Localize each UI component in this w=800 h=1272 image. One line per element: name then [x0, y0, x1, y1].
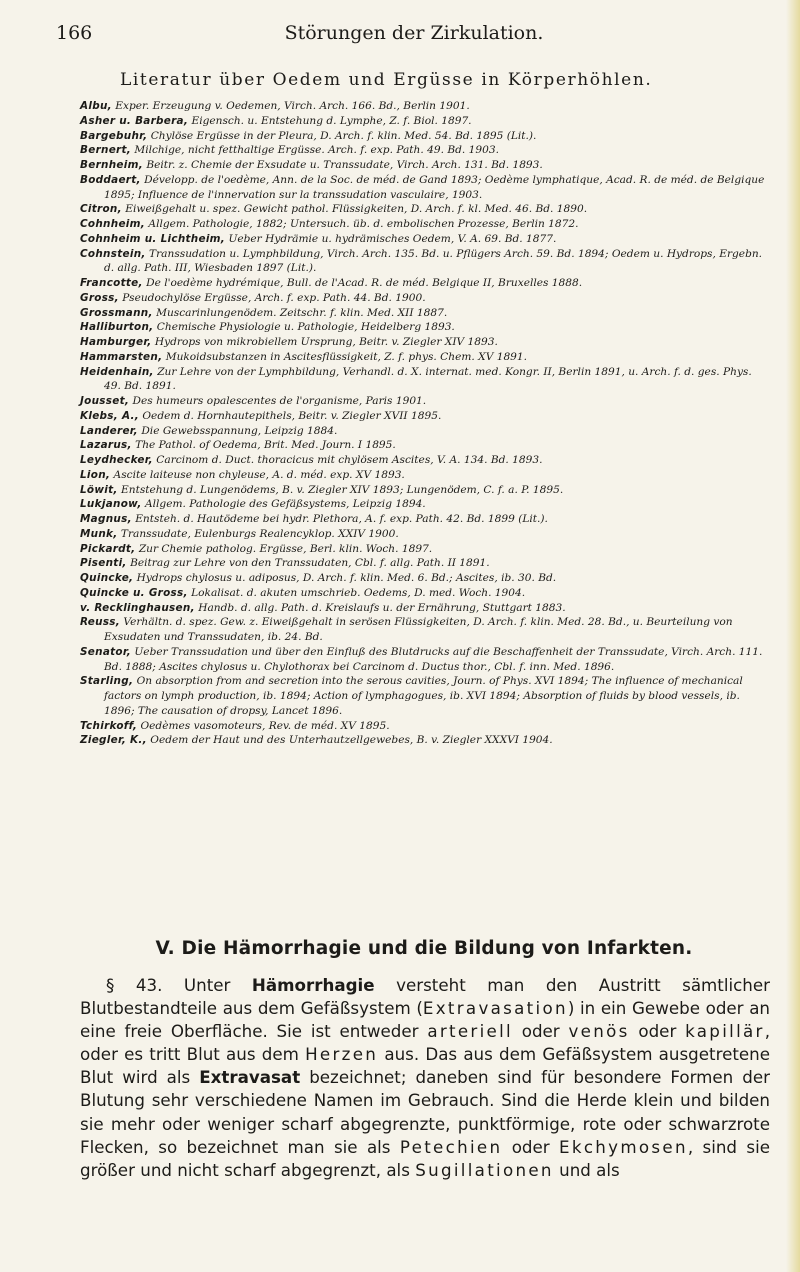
- reference-text: Transsudate, Eulenburgs Realencyklop. XXIV 1900.: [120, 527, 399, 540]
- reference-item: [80, 645, 768, 675]
- reference-text: Ueber Hydrämie u. hydrämisches Oedem, V. A. 69. Bd. 1877.: [228, 232, 557, 245]
- reference-item: [80, 409, 768, 424]
- para-text: , sind sie größer und nicht scharf abgegrenzt, als: [80, 1136, 770, 1180]
- reference-author: v. Recklinghausen,: [80, 601, 195, 614]
- reference-author: Munk,: [80, 527, 118, 540]
- reference-item: [80, 556, 768, 571]
- reference-item: [80, 542, 768, 557]
- reference-item: [80, 512, 768, 527]
- reference-author: Cohnheim u. Lichtheim,: [80, 232, 226, 245]
- reference-text: Entstehung d. Lungenödems, B. v. Ziegler XIV 1893; Lungenödem, C. f. a. P. 1895.: [121, 483, 564, 496]
- reference-item: [80, 497, 768, 512]
- reference-text: Carcinom d. Duct. thoracicus mit chylösem Ascites, V. A. 134. Bd. 1893.: [156, 454, 543, 466]
- reference-author: Heidenhain,: [80, 365, 154, 378]
- reference-item: [80, 99, 768, 114]
- reference-item: [80, 306, 768, 321]
- term-haemorrhagie: Hämorrhagie: [251, 975, 375, 995]
- reference-author: Lukjanow,: [80, 498, 142, 511]
- reference-author: Ziegler, K.,: [80, 734, 147, 747]
- reference-text: Des humeurs opalescentes de l'organisme, Paris 1901.: [132, 395, 427, 407]
- reference-author: Hamburger,: [80, 336, 152, 348]
- reference-text: Ascite laiteuse non chyleuse, A. d. méd. exp. XV 1893.: [113, 468, 405, 481]
- reference-text: Développ. de l'oedème, Ann. de la Soc. de méd. de Gand 1893; Oedème lymphatique, Acad. R. de méd. de Belgique 1895; Influence de l'innervation sur la transsudation vasculaire, 1903.: [104, 173, 765, 201]
- reference-text: Verhältn. d. spez. Gew. z. Eiweißgehalt in serösen Flüssigkeiten, D. Arch. f. klin. Med. 28. Bd., u. Beurteilung von Exsudaten und Transsudaten, ib. 24. Bd.: [104, 616, 733, 643]
- reference-item: [80, 601, 768, 616]
- reference-item: [80, 217, 768, 232]
- page-number: 166: [56, 22, 93, 44]
- term-venoes: venös: [568, 1021, 630, 1042]
- para-text: oder: [629, 1021, 686, 1042]
- page-edge-shadow: [786, 0, 800, 1272]
- reference-author: Quincke u. Gross,: [80, 586, 188, 599]
- reference-text: Oedem der Haut und des Unterhautzellgewebes, B. v. Ziegler XXXVI 1904.: [150, 734, 553, 747]
- para-text: oder: [502, 1136, 560, 1157]
- section-heading: V. Die Hämorrhagie und die Bildung von Infarkten.: [155, 938, 693, 959]
- reference-author: Magnus,: [80, 513, 132, 525]
- reference-author: Pisenti,: [80, 557, 127, 570]
- reference-author: Klebs, A.,: [80, 409, 139, 422]
- reference-text: Chylöse Ergüsse in der Pleura, D. Arch. f. klin. Med. 54. Bd. 1895 (Lit.).: [150, 129, 537, 142]
- para-text: § 43. Unter: [106, 975, 252, 995]
- reference-author: Starling,: [80, 675, 134, 688]
- para-text: oder: [512, 1021, 569, 1042]
- reference-text: Allgem. Pathologie des Gefäßsystems, Leipzig 1894.: [145, 498, 426, 511]
- reference-item: [80, 674, 768, 718]
- reference-item: [80, 129, 768, 144]
- reference-text: Mukoidsubstanzen in Ascitesflüssigkeit, Z. f. phys. Chem. XV 1891.: [165, 350, 528, 363]
- reference-author: Hammarsten,: [80, 350, 163, 363]
- reference-author: Francotte,: [80, 277, 143, 289]
- term-petechien: Petechien: [399, 1136, 503, 1157]
- reference-item: [80, 320, 768, 335]
- term-arteriell: arteriell: [427, 1021, 513, 1042]
- reference-item: [80, 173, 768, 203]
- reference-author: Grossmann,: [80, 306, 153, 319]
- term-kapillaer: kapillär: [685, 1021, 765, 1042]
- para-text: ) in ein Gewebe oder an eine freie Oberfläche. Sie ist entweder: [80, 998, 770, 1042]
- para-text: und als: [553, 1159, 620, 1180]
- reference-item: [80, 143, 768, 158]
- reference-text: Exper. Erzeugung v. Oedemen, Virch. Arch. 166. Bd., Berlin 1901.: [115, 100, 470, 112]
- reference-text: Chemische Physiologie u. Pathologie, Heidelberg 1893.: [156, 321, 455, 334]
- reference-item: [80, 202, 768, 217]
- reference-text: Entsteh. d. Hautödeme bei hydr. Plethora, A. f. exp. Path. 42. Bd. 1899 (Lit.).: [135, 513, 548, 525]
- reference-text: Zur Lehre von der Lymphbildung, Verhandl. d. X. internat. med. Kongr. II, Berlin 1891, u. Arch. f. d. ges. Phys. 49. Bd. 1891.: [104, 365, 752, 393]
- reference-text: Muscarinlungenödem. Zeitschr. f. klin. Med. XII 1887.: [156, 306, 448, 319]
- reference-text: The Pathol. of Oedema, Brit. Med. Journ. I 1895.: [135, 439, 396, 452]
- reference-text: Hydrops von mikrobiellem Ursprung, Beitr. v. Ziegler XIV 1893.: [154, 336, 498, 348]
- reference-author: Löwit,: [80, 483, 118, 496]
- reference-item: [80, 527, 768, 542]
- reference-item: [80, 114, 768, 129]
- reference-item: [80, 158, 768, 173]
- reference-author: Landerer,: [80, 424, 138, 437]
- reference-text: Eiweißgehalt u. spez. Gewicht pathol. Flüssigkeiten, D. Arch. f. kl. Med. 46. Bd. 1890.: [125, 203, 588, 216]
- reference-item: [80, 453, 768, 468]
- reference-author: Bernert,: [80, 144, 131, 157]
- reference-text: Pseudochylöse Ergüsse, Arch. f. exp. Path. 44. Bd. 1900.: [122, 291, 426, 304]
- reference-text: Zur Chemie patholog. Ergüsse, Berl. klin. Woch. 1897.: [138, 542, 433, 555]
- reference-text: Handb. d. allg. Path. d. Kreislaufs u. der Ernährung, Stuttgart 1883.: [198, 601, 566, 614]
- reference-item: [80, 276, 768, 291]
- reference-author: Senator,: [80, 645, 131, 658]
- reference-item: [80, 424, 768, 439]
- reference-item: [80, 438, 768, 453]
- reference-item: [80, 350, 768, 365]
- reference-item: [80, 571, 768, 586]
- reference-text: Ueber Transsudation und über den Einfluß des Blutdrucks auf die Beschaffenheit der Transsudate, Virch. Arch. 111. Bd. 1888; Ascites chylosus u. Chylothorax bei Carcinom d. Ductus thor., Cbl. f. inn. Med. 1896.: [104, 645, 763, 673]
- reference-text: Allgem. Pathologie, 1882; Untersuch. üb. d. embolischen Prozesse, Berlin 1872.: [148, 218, 579, 230]
- reference-author: Jousset,: [80, 395, 130, 407]
- reference-author: Reuss,: [80, 616, 121, 629]
- running-title: Störungen der Zirkulation.: [284, 22, 544, 44]
- reference-author: Asher u. Barbera,: [80, 114, 189, 127]
- reference-author: Citron,: [80, 203, 122, 216]
- reference-author: Cohnheim,: [80, 218, 146, 230]
- reference-text: Oedèmes vasomoteurs, Rev. de méd. XV 1895.: [140, 719, 390, 732]
- reference-text: Milchige, nicht fetthaltige Ergüsse. Arch. f. exp. Path. 49. Bd. 1903.: [134, 144, 499, 157]
- reference-text: Beitr. z. Chemie der Exsudate u. Transsudate, Virch. Arch. 131. Bd. 1893.: [146, 159, 543, 171]
- term-sugillationen: Sugillationen: [415, 1159, 554, 1180]
- reference-author: Gross,: [80, 291, 119, 304]
- reference-text: Lokalisat. d. akuten umschrieb. Oedems, D. med. Woch. 1904.: [191, 586, 526, 599]
- reference-item: [80, 586, 768, 601]
- reference-text: Beitrag zur Lehre von den Transsudaten, Cbl. f. allg. Path. II 1891.: [130, 557, 490, 570]
- reference-item: [80, 365, 768, 395]
- reference-item: [80, 394, 768, 409]
- reference-text: On absorption from and secretion into the serous cavities, Journ. of Phys. XVI 1894; The influence of mechanical factors on lymph production, ib. 1894; Action of lymphagogues, ib. XVI 1894; Absorption of fluids by blood vessels, ib. 1896; The causation of dropsy, Lancet 1896.: [104, 675, 743, 717]
- reference-item: [80, 733, 768, 748]
- page-header: [56, 22, 772, 48]
- reference-author: Boddaert,: [80, 173, 141, 186]
- para-text: , oder es tritt Blut aus dem: [80, 1021, 771, 1065]
- reference-text: Transsudation u. Lymphbildung, Virch. Arch. 135. Bd. u. Pflügers Arch. 59. Bd. 1894; Oedem u. Hydrops, Ergebn. d. allg. Path. III, Wiesbaden 1897 (Lit.).: [104, 247, 763, 275]
- reference-item: [80, 335, 768, 350]
- reference-text: Oedem d. Hornhautepithels, Beitr. v. Ziegler XVII 1895.: [142, 409, 442, 422]
- reference-text: De l'oedème hydrémique, Bull. de l'Acad. R. de méd. Belgique II, Bruxelles 1888.: [146, 277, 583, 289]
- reference-author: Bernheim,: [80, 159, 143, 171]
- reference-author: Pickardt,: [80, 542, 136, 555]
- literature-title: Literatur über Oedem und Ergüsse in Körperhöhlen.: [120, 70, 653, 90]
- term-extravasation: Extravasation: [422, 998, 568, 1019]
- reference-item: [80, 615, 768, 645]
- reference-item: [80, 291, 768, 306]
- reference-item: [80, 232, 768, 247]
- reference-item: [80, 468, 768, 483]
- term-herzen: Herzen: [305, 1044, 379, 1065]
- term-ekchymosen: Ekchymosen: [559, 1136, 688, 1157]
- reference-text: Eigensch. u. Entstehung d. Lymphe, Z. f. Biol. 1897.: [191, 114, 472, 127]
- reference-item: [80, 247, 768, 277]
- para-text: aus. Das aus dem Gefäßsystem ausgetretene Blut wird als: [80, 1044, 770, 1088]
- reference-text: Die Gewebsspannung, Leipzig 1884.: [141, 424, 338, 437]
- term-extravasat: Extravasat: [199, 1067, 301, 1088]
- reference-author: Halliburton,: [80, 321, 154, 334]
- section-paragraph: [80, 974, 770, 1182]
- reference-item: [80, 483, 768, 498]
- reference-author: Tchirkoff,: [80, 719, 138, 732]
- reference-author: Bargebuhr,: [80, 129, 148, 142]
- reference-author: Lazarus,: [80, 439, 132, 452]
- reference-list: [80, 99, 768, 748]
- para-text: bezeichnet; daneben sind für besondere Formen der Blutung sehr verschiedene Namen im Gebrauch. Sind die Herde klein und bilden sie mehr oder weniger scharf abgegrenzte, punktförmige, rote oder schwarzrote Flecken, so bezeichnet man sie als: [80, 1067, 770, 1157]
- reference-author: Albu,: [80, 100, 112, 112]
- reference-item: [80, 719, 768, 734]
- reference-text: Hydrops chylosus u. adiposus, D. Arch. f. klin. Med. 6. Bd.; Ascites, ib. 30. Bd.: [136, 572, 557, 584]
- reference-author: Lion,: [80, 468, 111, 481]
- reference-author: Leydhecker,: [80, 454, 153, 466]
- para-text: versteht man den Austritt sämtlicher Blutbestandteile aus dem Gefäßsystem (: [80, 975, 771, 1019]
- reference-author: Quincke,: [80, 572, 134, 584]
- reference-author: Cohnstein,: [80, 247, 146, 260]
